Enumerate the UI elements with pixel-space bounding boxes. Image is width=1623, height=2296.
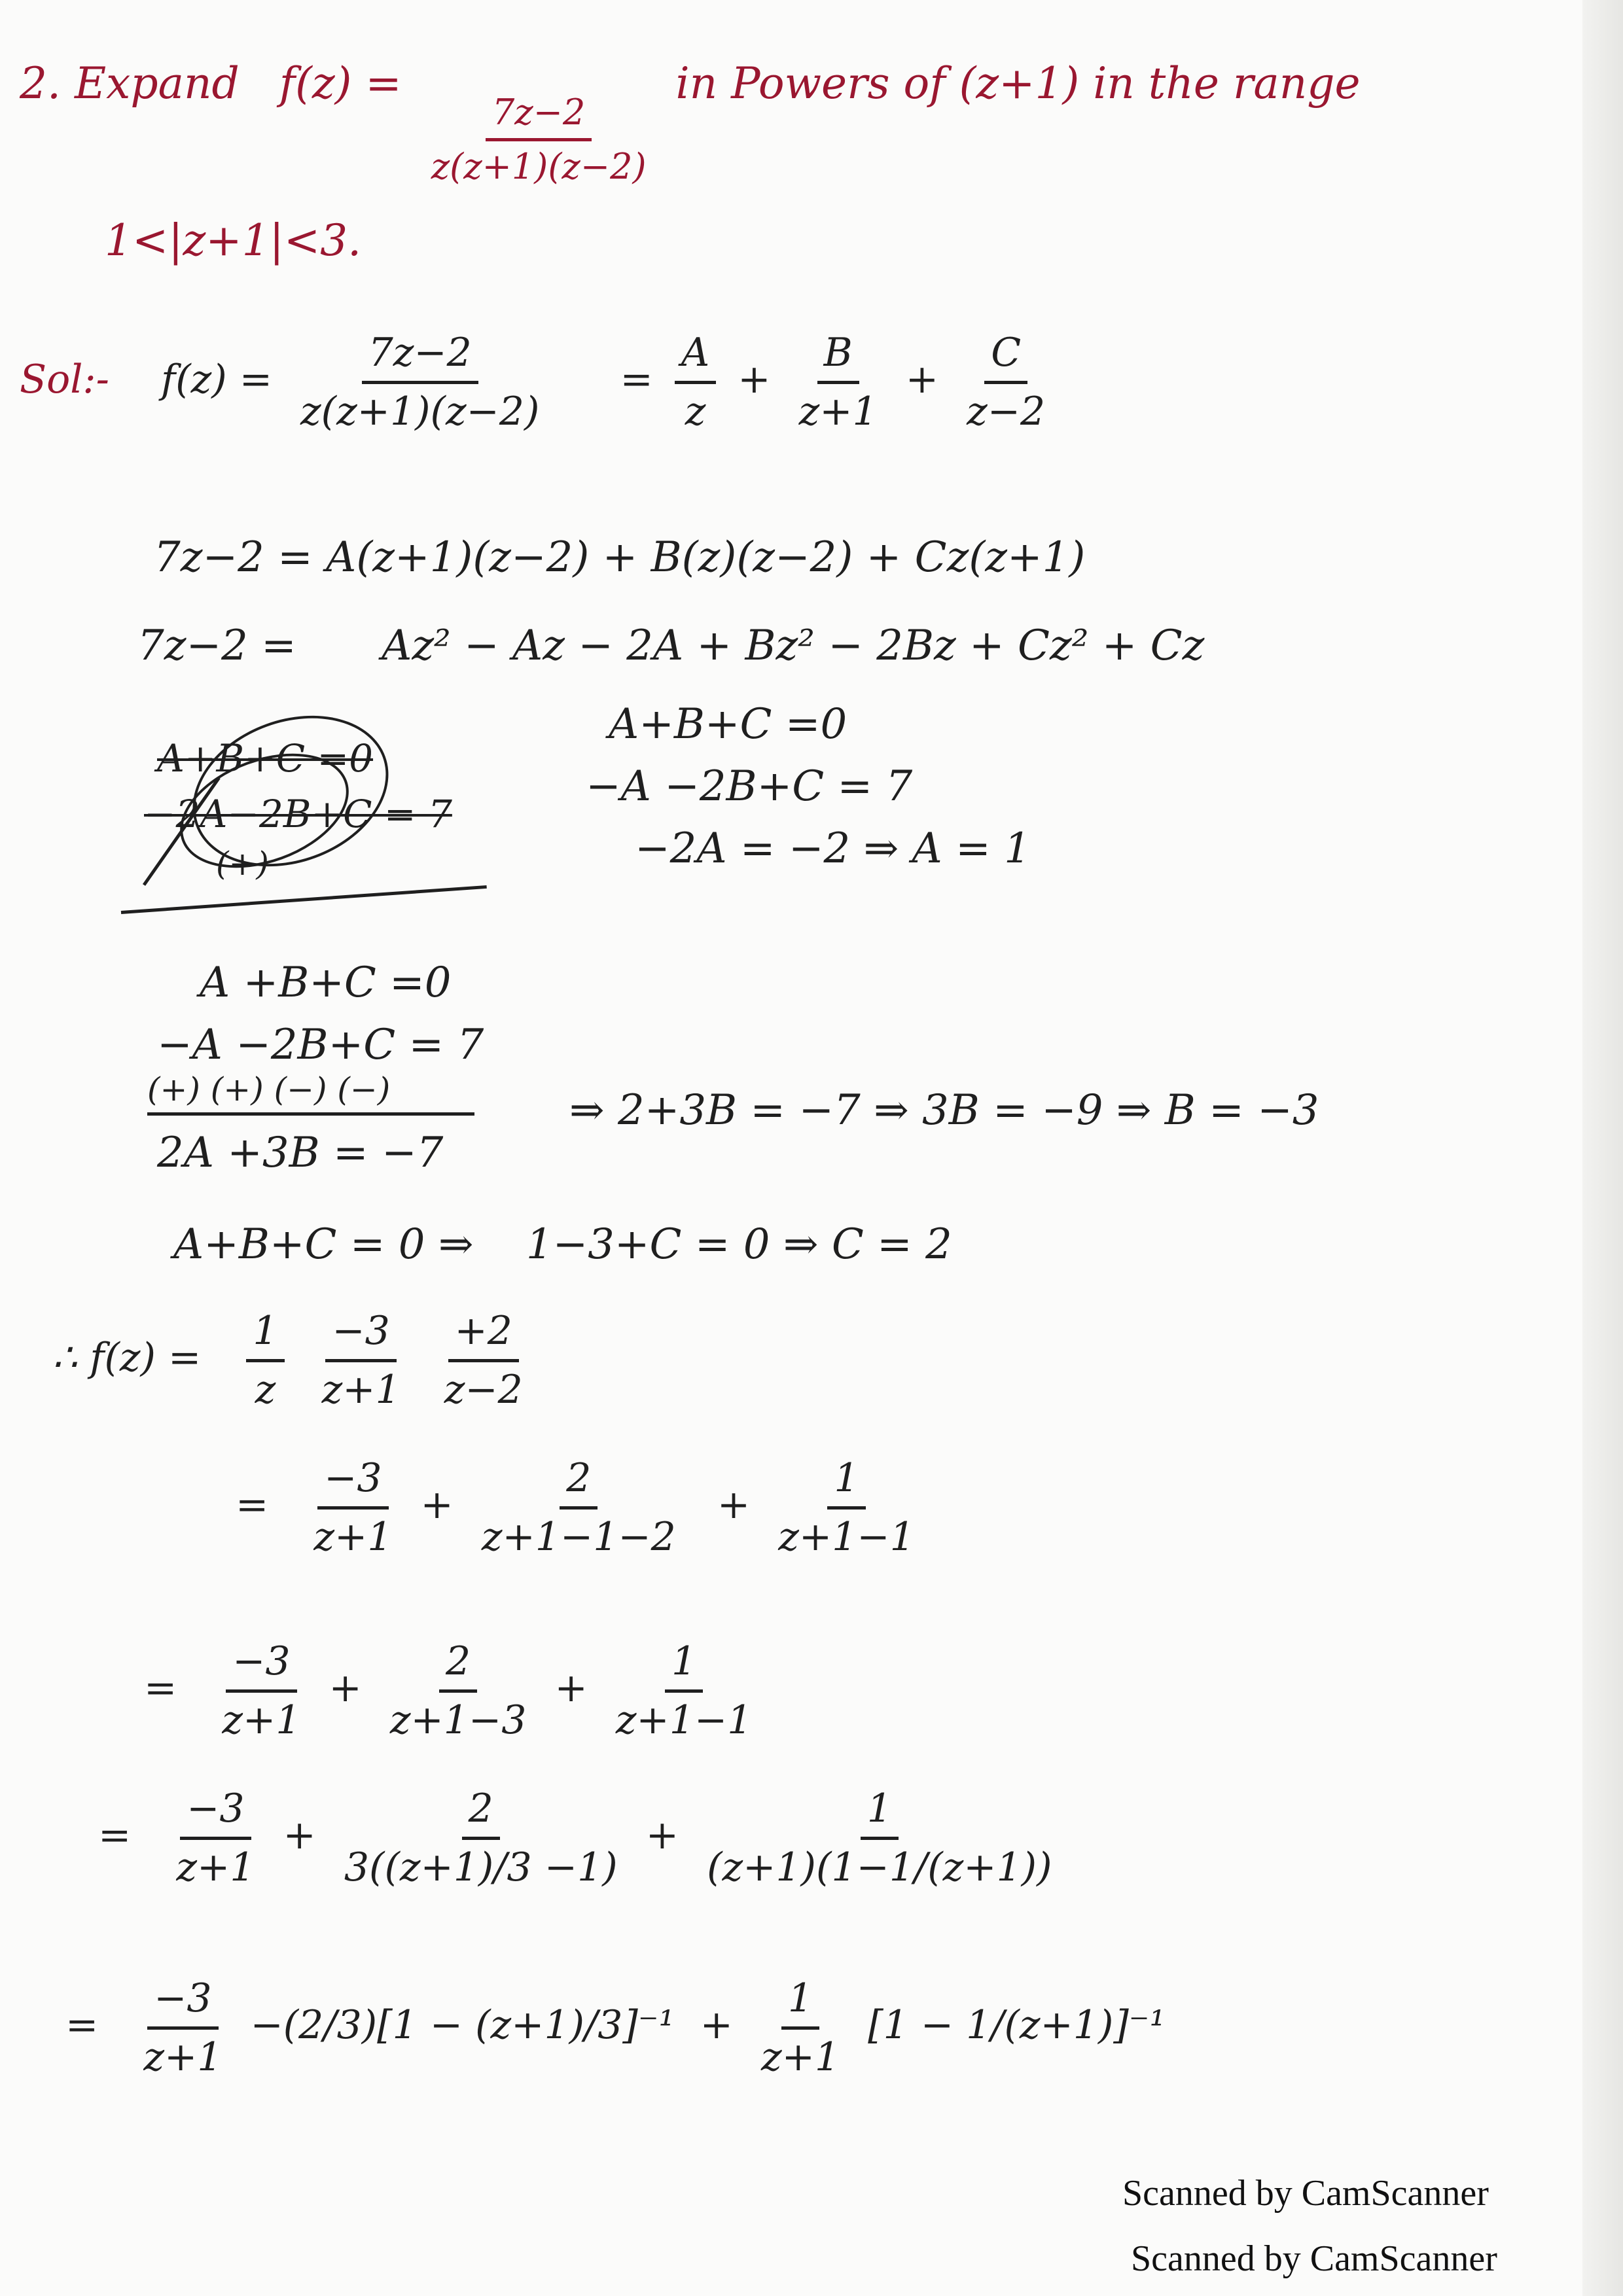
step1-term1 [246, 1309, 284, 1413]
sol-frac-b [793, 330, 884, 434]
step2-term1 [307, 1456, 399, 1560]
step5-term1-den: z+1 [143, 2034, 223, 2080]
step3-eq: = [144, 1665, 177, 1712]
problem-fraction-den: z(z+1)(z−2) [431, 146, 647, 188]
step5-plus: + [700, 2002, 733, 2049]
crossed-line-3: (+) [216, 845, 269, 883]
step4-eq: = [98, 1812, 132, 1859]
solution-line-3-lhs: 7z−2 = [137, 622, 296, 670]
c-solve-lhs: A+B+C = 0 ⇒ [173, 1220, 474, 1269]
problem-fraction-num: 7z−2 [486, 92, 592, 141]
step4-term2-num: 2 [462, 1786, 500, 1840]
elim-result: 2A +3B = −7 [157, 1129, 444, 1177]
solution-line-1 [20, 330, 1061, 434]
step5-term3 [755, 1976, 846, 2080]
expansion-step-3 [144, 1639, 768, 1743]
problem-fraction [425, 92, 653, 187]
sol-lhs: f(z) = [160, 357, 272, 403]
step3-term1 [215, 1639, 307, 1743]
c-solve-rhs: 1−3+C = 0 ⇒ C = 2 [526, 1220, 952, 1269]
step5-term3-den: z+1 [760, 2034, 840, 2080]
step2-plus-1: + [420, 1482, 454, 1528]
step2-eq: = [236, 1482, 269, 1528]
sol-frac-c [960, 330, 1052, 434]
sol-frac-c-den: z−2 [967, 389, 1046, 434]
c-solve [173, 1220, 952, 1269]
sol-frac-a [675, 330, 716, 434]
sol-frac-b-den: z+1 [798, 389, 878, 434]
step1-term2-den: z+1 [321, 1367, 401, 1413]
expansion-step-1 [52, 1309, 539, 1413]
step2-term2-den: z+1−1−2 [481, 1514, 676, 1560]
step3-term2 [383, 1639, 533, 1743]
step4-term2-den: 3((z+1)/3 −1) [344, 1845, 618, 1890]
step4-term1-num: −3 [180, 1786, 251, 1840]
problem-number: 2. [20, 58, 61, 109]
elim-underline [147, 1112, 474, 1116]
crossed-work [118, 720, 510, 916]
step1-term3-num: +2 [448, 1309, 519, 1362]
sol-main-fraction [294, 330, 546, 434]
step3-term2-num: 2 [439, 1639, 477, 1693]
elim-eq-2: −A −2B+C = 7 [157, 1021, 484, 1069]
crossed-line-1: A+B+C =0 [157, 736, 374, 781]
step5-middle-term: −(2/3)[1 − (z+1)/3]⁻¹ [250, 2002, 675, 2049]
b-solve: ⇒ 2+3B = −7 ⇒ 3B = −9 ⇒ B = −3 [569, 1086, 1319, 1135]
step5-term1 [137, 1976, 228, 2080]
step1-term1-den: z [255, 1367, 276, 1413]
sol-main-num: 7z−2 [362, 330, 478, 384]
solution-line-3 [137, 622, 1205, 670]
crossed-line-2: −2A−2B+C = 7 [144, 792, 452, 836]
step2-plus-2: + [717, 1482, 751, 1528]
problem-statement [20, 58, 1361, 188]
sol-eq: = [620, 357, 653, 403]
step2-term3-num: 1 [827, 1456, 865, 1510]
problem-function-lhs: f(z) = [279, 58, 402, 109]
step4-term1 [169, 1786, 261, 1890]
step2-term1-den: z+1 [313, 1514, 393, 1560]
step4-plus-1: + [283, 1812, 316, 1859]
sol-plus-1: + [738, 357, 771, 403]
sol-plus-2: + [905, 357, 939, 403]
sol-frac-a-den: z [685, 389, 706, 434]
step1-term3 [438, 1309, 529, 1413]
solution-line-2: 7z−2 = A(z+1)(z−2) + B(z)(z−2) + Cz(z+1) [154, 533, 1086, 582]
step4-term1-den: z+1 [176, 1845, 255, 1890]
step5-eq: = [65, 2002, 99, 2049]
system-eq-3: −2A = −2 ⇒ A = 1 [635, 824, 1031, 873]
elim-signs: (+) (+) (−) (−) [147, 1070, 391, 1108]
elim-eq-1: A +B+C =0 [200, 959, 452, 1007]
sol-frac-c-num: C [984, 330, 1027, 384]
step5-term3-num: 1 [781, 1976, 819, 2030]
step3-plus-1: + [329, 1665, 362, 1712]
step3-term3 [609, 1639, 759, 1743]
sol-frac-a-num: A [675, 330, 716, 384]
step2-term2-num: 2 [560, 1456, 597, 1510]
system-eq-1: A+B+C =0 [609, 700, 847, 749]
step1-term3-den: z−2 [444, 1367, 523, 1413]
step3-term3-num: 1 [665, 1639, 703, 1693]
step4-term2 [338, 1786, 624, 1890]
expansion-step-5 [65, 1976, 1166, 2080]
page-edge-shadow [1582, 0, 1623, 2296]
step3-plus-2: + [554, 1665, 588, 1712]
step4-plus-2: + [645, 1812, 679, 1859]
step2-term2 [475, 1456, 683, 1560]
step1-term2-num: −3 [325, 1309, 396, 1362]
camscanner-watermark-2: Scanned by CamScanner [1131, 2238, 1497, 2279]
step1-term2 [315, 1309, 407, 1413]
therefore-fz: ∴ f(z) = [52, 1335, 202, 1381]
step5-term1-num: −3 [147, 1976, 218, 2030]
step3-term1-den: z+1 [222, 1697, 301, 1743]
problem-text-end: in Powers of (z+1) in the range [675, 58, 1361, 109]
step4-term3 [700, 1786, 1058, 1890]
step2-term3 [772, 1456, 921, 1560]
step1-term1-num: 1 [246, 1309, 284, 1362]
step4-term3-num: 1 [861, 1786, 899, 1840]
step3-term1-num: −3 [226, 1639, 296, 1693]
camscanner-watermark-1: Scanned by CamScanner [1122, 2173, 1489, 2214]
system-eq-2: −A −2B+C = 7 [586, 762, 913, 811]
step5-tail-term: [1 − 1/(z+1)]⁻¹ [868, 2002, 1166, 2049]
step2-term1-num: −3 [317, 1456, 388, 1510]
step3-term3-den: z+1−1 [615, 1697, 753, 1743]
problem-text-start: Expand [74, 58, 240, 109]
sol-main-den: z(z+1)(z−2) [300, 389, 540, 434]
solution-label: Sol:- [20, 357, 109, 403]
expansion-step-2 [236, 1456, 931, 1560]
solution-line-3-rhs: Az² − Az − 2A + Bz² − 2Bz + Cz² + Cz [382, 622, 1205, 670]
problem-range: 1<|z+1|<3. [105, 215, 362, 266]
sol-frac-b-num: B [817, 330, 859, 384]
step4-term3-den: (z+1)(1−1/(z+1)) [707, 1845, 1052, 1890]
expansion-step-4 [98, 1786, 1067, 1890]
step2-term3-den: z+1−1 [778, 1514, 915, 1560]
step3-term2-den: z+1−3 [389, 1697, 527, 1743]
